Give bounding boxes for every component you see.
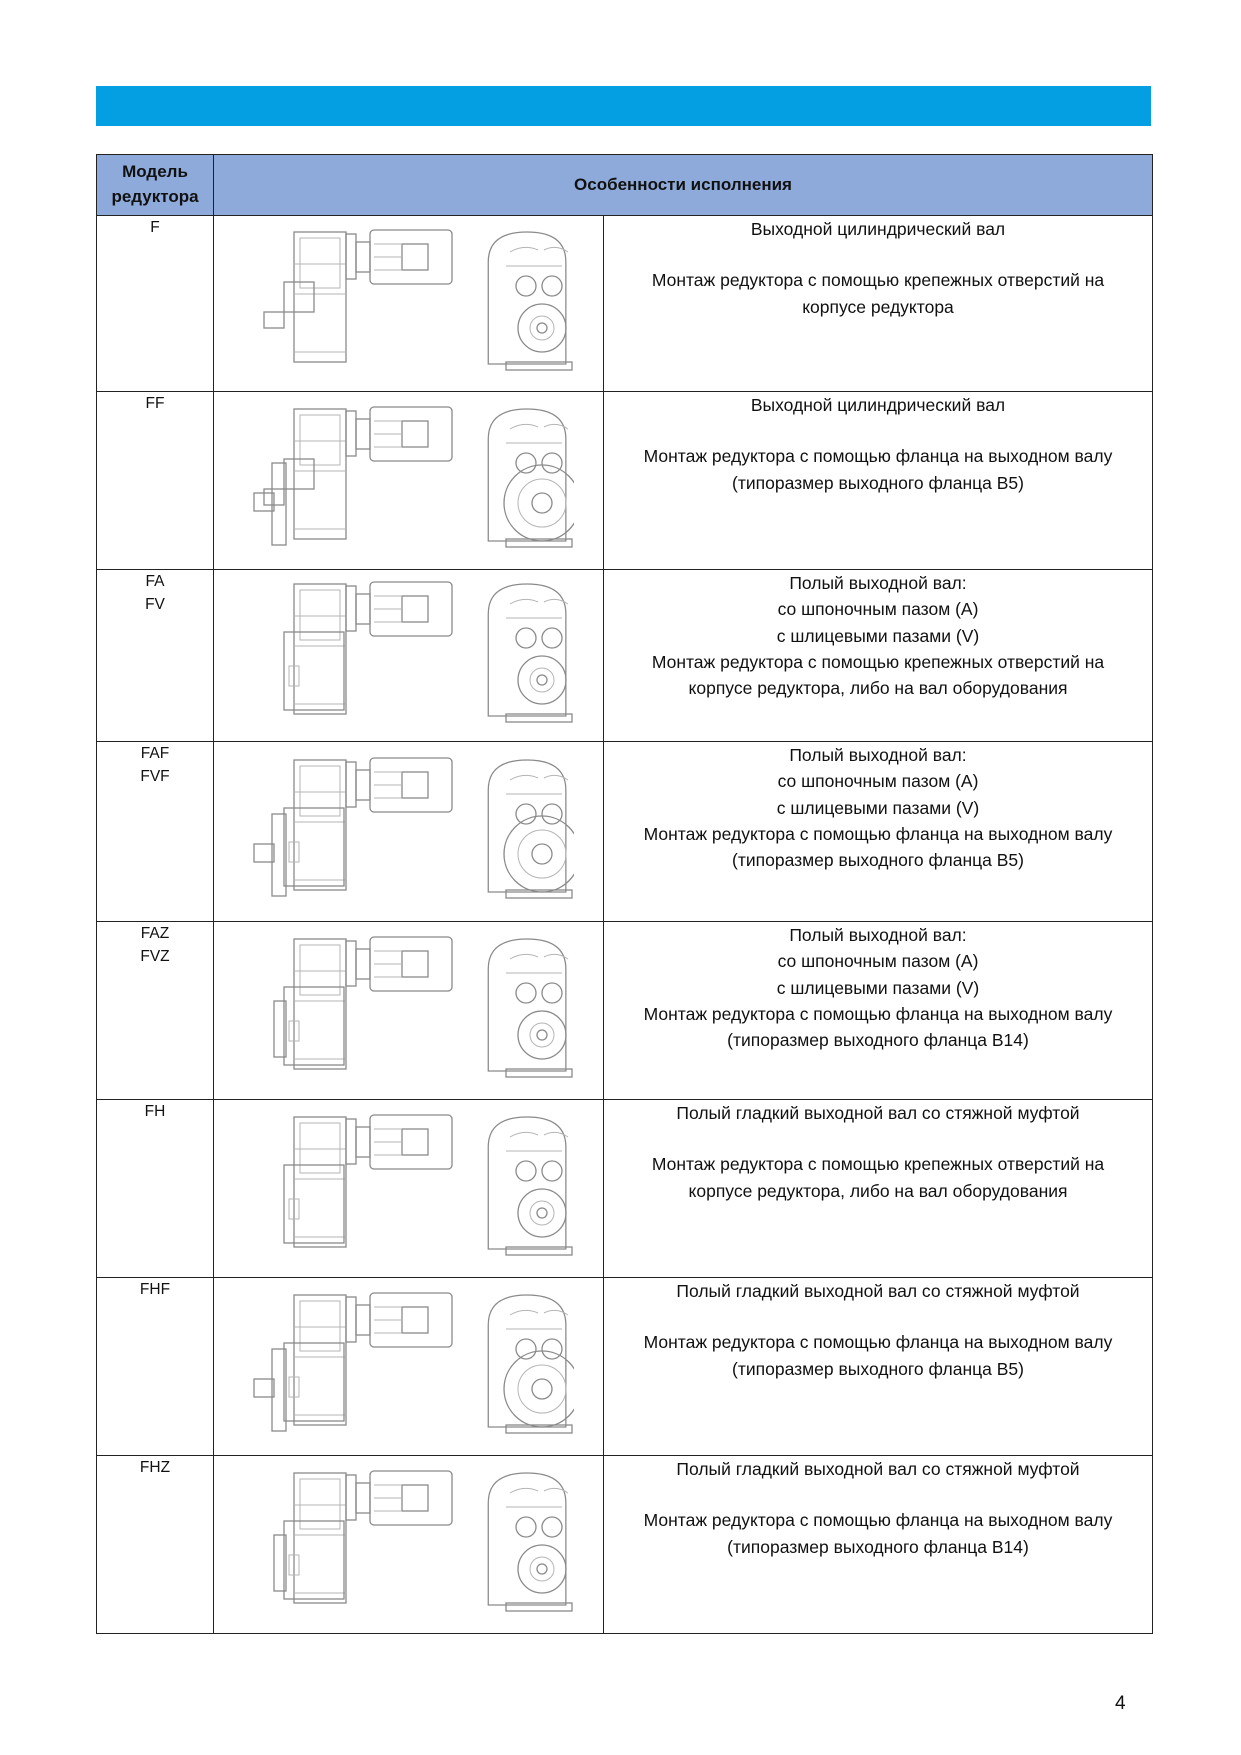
shaft-type-title: Полый выходной вал: xyxy=(789,573,967,593)
table-row xyxy=(97,392,1153,570)
gearbox-drawing-icon xyxy=(244,224,574,384)
gearbox-drawing-icon xyxy=(244,1287,574,1447)
description-cell xyxy=(604,742,1153,922)
mounting-text: Монтаж редуктора с помощью крепежных отверстий на xyxy=(651,270,1105,291)
table-row xyxy=(97,1456,1153,1634)
table-row xyxy=(97,216,1153,392)
mounting-text: Монтаж редуктора с помощью крепежных отверстий на xyxy=(651,651,1105,672)
model-cell xyxy=(97,1100,214,1278)
mounting-text: Монтаж редуктора с помощью фланца на выходном валу xyxy=(643,1510,1113,1531)
shaft-type-title: Полый выходной вал: xyxy=(789,925,967,945)
spacer xyxy=(604,242,1152,267)
table-row xyxy=(97,1100,1153,1278)
spacer xyxy=(604,1304,1152,1329)
drawing-cell xyxy=(214,216,604,392)
model-code: FHF xyxy=(139,1281,171,1298)
model-code: FH xyxy=(144,1103,166,1120)
drawing-cell xyxy=(214,742,604,922)
model-cell xyxy=(97,742,214,922)
drawing-cell xyxy=(214,1100,604,1278)
model-code: FA xyxy=(145,573,165,590)
table-row xyxy=(97,1278,1153,1456)
model-code: FF xyxy=(145,395,165,412)
shaft-type-title: Выходной цилиндрический вал xyxy=(750,395,1006,415)
mounting-text: корпусе редуктора, либо на вал оборудования xyxy=(688,678,1068,698)
shaft-option-line: с шлицевыми пазами (V) xyxy=(776,797,980,818)
model-cell xyxy=(97,1456,214,1634)
gearbox-drawing-icon xyxy=(244,401,574,561)
description-cell xyxy=(604,1100,1153,1278)
shaft-type-title: Полый гладкий выходной вал со стяжной муфтой xyxy=(676,1459,1080,1479)
shaft-option-line: со шпоночным пазом (A) xyxy=(777,771,979,792)
model-cell xyxy=(97,392,214,570)
model-cell xyxy=(97,1278,214,1456)
mounting-text: (типоразмер выходного фланца B5) xyxy=(732,1358,1024,1379)
mounting-text: корпусе редуктора xyxy=(802,296,954,317)
spacer xyxy=(604,1482,1152,1507)
table-row xyxy=(97,570,1153,742)
shaft-type-title: Выходной цилиндрический вал xyxy=(750,219,1006,239)
model-code: FAZ xyxy=(140,925,170,942)
mounting-text: Монтаж редуктора с помощью крепежных отверстий на xyxy=(651,1154,1105,1175)
shaft-option-line: с шлицевыми пазами (V) xyxy=(776,977,980,998)
gearbox-drawing-icon xyxy=(244,1465,574,1625)
model-cell xyxy=(97,570,214,742)
mounting-text: (типоразмер выходного фланца B14) xyxy=(727,1536,1029,1557)
description-cell xyxy=(604,570,1153,742)
gearbox-drawing-icon xyxy=(244,1109,574,1269)
model-code: FVZ xyxy=(140,948,170,966)
gearbox-drawing-icon xyxy=(244,931,574,1091)
mounting-text: (типоразмер выходного фланца B14) xyxy=(727,1030,1029,1050)
mounting-text: (типоразмер выходного фланца B5) xyxy=(732,850,1024,870)
drawing-cell xyxy=(214,392,604,570)
mounting-text: Монтаж редуктора с помощью фланца на выходном валу xyxy=(643,823,1113,844)
drawing-cell xyxy=(214,570,604,742)
drawing-cell xyxy=(214,1456,604,1634)
header-band xyxy=(96,86,1151,126)
model-code: FAF xyxy=(140,745,170,762)
shaft-option-line: со шпоночным пазом (A) xyxy=(777,599,979,620)
page-number: 4 xyxy=(1115,1693,1126,1714)
spacer xyxy=(604,1126,1152,1151)
description-cell xyxy=(604,1456,1153,1634)
drawing-cell xyxy=(214,1278,604,1456)
model-cell xyxy=(97,922,214,1100)
model-code: FHZ xyxy=(139,1459,171,1476)
mounting-text: Монтаж редуктора с помощью фланца на выходном валу xyxy=(643,1003,1113,1024)
spacer xyxy=(604,418,1152,443)
description-cell xyxy=(604,1278,1153,1456)
drawing-cell xyxy=(214,922,604,1100)
model-code: FV xyxy=(145,596,165,614)
features-column-header: Особенности исполнения xyxy=(214,155,1153,216)
mounting-text: Монтаж редуктора с помощью фланца на выходном валу xyxy=(643,1332,1113,1353)
gear-model-table xyxy=(96,154,1153,1634)
description-cell xyxy=(604,922,1153,1100)
model-cell xyxy=(97,216,214,392)
shaft-type-title: Полый выходной вал: xyxy=(789,745,967,765)
shaft-type-title: Полый гладкий выходной вал со стяжной муфтой xyxy=(676,1103,1080,1123)
model-column-header: Модель редуктора xyxy=(97,155,214,216)
model-code: FVF xyxy=(140,768,170,786)
mounting-text: корпусе редуктора, либо на вал оборудования xyxy=(688,1180,1068,1201)
gearbox-drawing-icon xyxy=(244,576,574,736)
shaft-type-title: Полый гладкий выходной вал со стяжной муфтой xyxy=(676,1281,1080,1301)
model-code: F xyxy=(150,219,160,236)
mounting-text: (типоразмер выходного фланца B5) xyxy=(732,472,1024,493)
description-cell xyxy=(604,392,1153,570)
table-row xyxy=(97,922,1153,1100)
description-cell xyxy=(604,216,1153,392)
mounting-text: Монтаж редуктора с помощью фланца на выходном валу xyxy=(643,446,1113,467)
table-row xyxy=(97,742,1153,922)
shaft-option-line: с шлицевыми пазами (V) xyxy=(776,625,980,646)
gearbox-drawing-icon xyxy=(244,752,574,912)
shaft-option-line: со шпоночным пазом (A) xyxy=(777,951,979,972)
